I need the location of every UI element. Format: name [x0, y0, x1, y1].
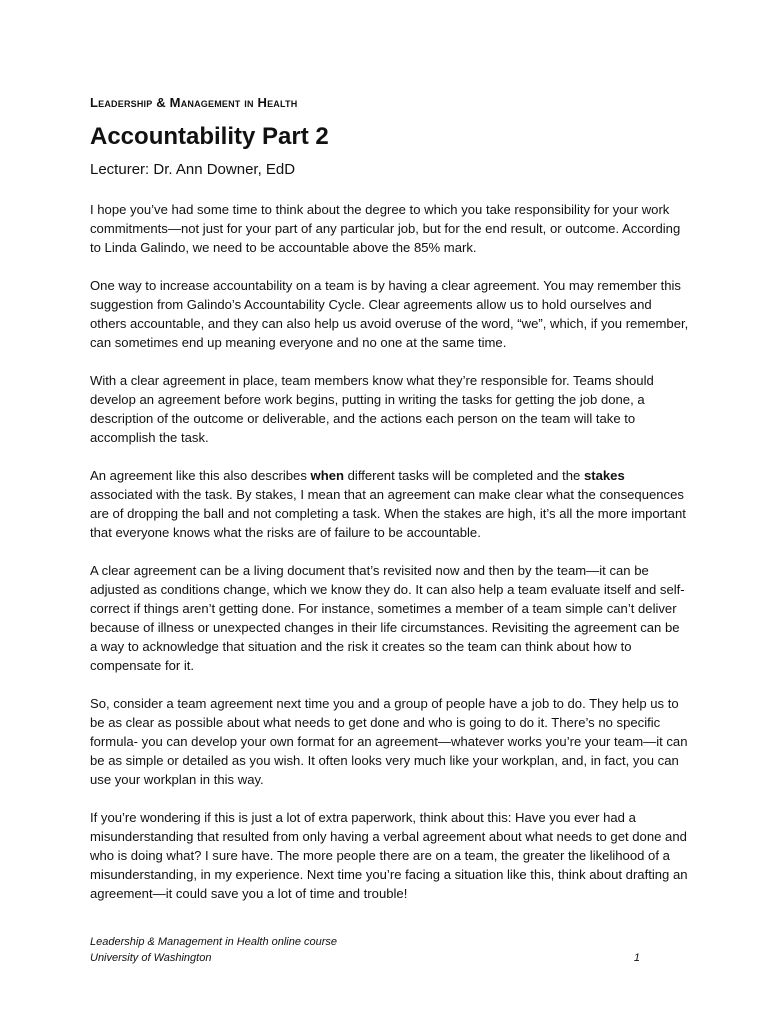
- bold-word-when: when: [310, 468, 344, 483]
- bold-word-stakes: stakes: [583, 468, 625, 483]
- page-footer: [90, 934, 640, 966]
- paragraph-4: [90, 466, 690, 542]
- paragraph-2: One way to increase accountability on a team is by having a clear agreement. You may remember this suggestion from Galindo’s Accountability Cycle. Clear agreements allow us to hold ourselves and others accountable, and they can also help us avoid overuse of the word, “we”, which, if you remember, can sometimes end up meaning everyone and no one at the same time.: [90, 278, 689, 350]
- paragraph-4-text-c: associated with the task. By stakes, I mean that an agreement can make clear what the consequences are of dropping the ball and not completing a task. When the stakes are high, it’s all the more important that everyone knows what the risks are of failure to be accountable.: [90, 487, 686, 540]
- course-header: Leadership & Management in Health: [90, 95, 298, 110]
- lecturer-line: Lecturer: Dr. Ann Downer, EdD: [90, 161, 296, 178]
- paragraph-5: A clear agreement can be a living document that’s revisited now and then by the team—it can be adjusted as conditions change, which we know they do. It can also help a team evaluate itself and self-correct if things aren’t getting done. For instance, sometimes a member of a team simple can’t deliver because of illness or unexpected changes in their life circumstances. Revisiting the agreement can be a way to acknowledge that situation and the risk it creates so the team can think about how to compensate for it.: [90, 563, 685, 673]
- paragraph-4-text-b: different tasks will be completed and the: [344, 468, 584, 483]
- page-title: Accountability Part 2: [90, 123, 329, 150]
- paragraph-3: With a clear agreement in place, team members know what they’re responsible for. Teams should develop an agreement before work begins, putting in writing the tasks for getting the job done, a description of the outcome or deliverable, and the actions each person on the team will take to accomplish the task.: [90, 373, 654, 445]
- paragraph-1: I hope you’ve had some time to think about the degree to which you take responsibility for your work commitments—not just for your part of any particular job, but for the end result, or outcome. According to Linda Galindo, we need to be accountable above the 85% mark.: [90, 202, 681, 255]
- paragraph-7: If you’re wondering if this is just a lot of extra paperwork, think about this: Have you ever had a misunderstanding that resulted from only having a verbal agreement about what needs to get done and who is doing what? I sure have. The more people there are on a team, the greater the likelihood of a misunderstanding, in my experience. Next time you’re facing a situation like this, think about drafting an agreement—it could save you a lot of time and trouble!: [90, 810, 688, 901]
- paragraph-6: So, consider a team agreement next time you and a group of people have a job to do. They help us to be as clear as possible about what needs to get done and who is going to do it. There’s no specific formula- you can develop your own format for an agreement—whatever works you’re your team—it can be as simple or detailed as you wish. It often looks very much like your workplan, and, in fact, you can use your workplan in this way.: [90, 696, 688, 787]
- footer-university-line: University of Washington: [90, 952, 212, 964]
- paragraph-4-text-a: An agreement like this also describes: [90, 468, 311, 483]
- page-number: 1: [633, 952, 640, 964]
- document-body: [90, 94, 690, 922]
- footer-course-line: Leadership & Management in Health online course: [90, 936, 338, 948]
